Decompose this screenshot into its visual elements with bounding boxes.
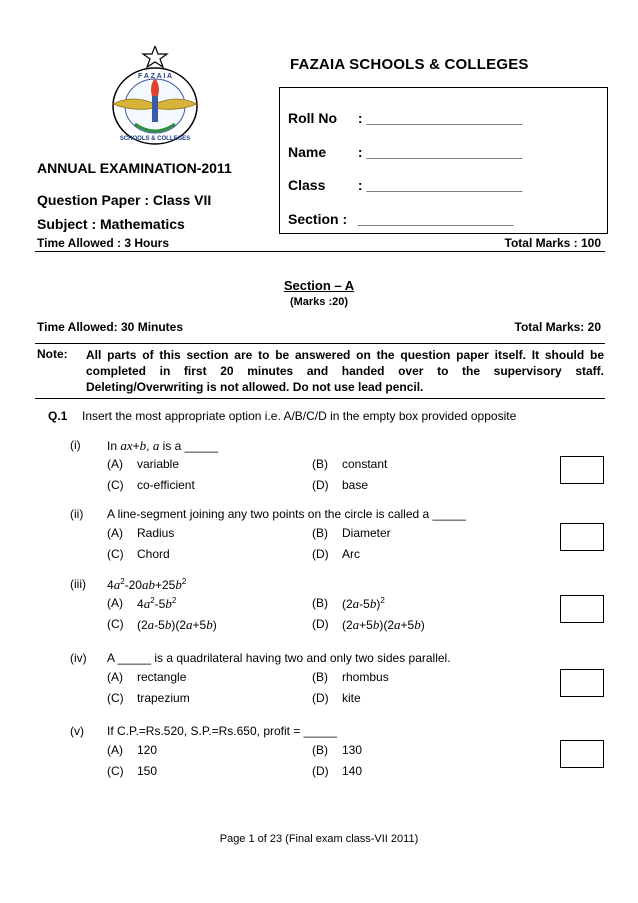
- page-footer: Page 1 of 23 (Final exam class-VII 2011): [219, 833, 419, 845]
- option-letter-a: (A): [107, 743, 123, 757]
- part-text: In ax+b, a is a _____: [107, 438, 219, 453]
- header-divider: [35, 251, 605, 252]
- note-text: All parts of this section are to be answered on the question paper itself. It should be completed in first 20 minutes and handed over to the supervisory staff. Deleting/Overwriting is not allowed. Do not use lead pencil.: [86, 348, 604, 394]
- option-letter-c: (C): [107, 617, 124, 631]
- part-number: (iii): [70, 577, 86, 591]
- answer-box[interactable]: [560, 523, 604, 551]
- option-letter-c: (C): [107, 691, 124, 705]
- option-letter-a: (A): [107, 670, 123, 684]
- option-b[interactable]: $(2a-5b)^2$: [342, 596, 385, 611]
- part-text: If C.P.=Rs.520, S.P.=Rs.650, profit = _____: [107, 724, 338, 738]
- option-b[interactable]: 130: [342, 743, 363, 757]
- answer-box[interactable]: [560, 740, 604, 768]
- subject-line: Subject : Mathematics: [37, 216, 185, 232]
- school-logo: [105, 46, 205, 150]
- option-c[interactable]: Chord: [137, 547, 170, 561]
- option-c[interactable]: (2a-5b)(2a+5b): [137, 617, 217, 632]
- option-a[interactable]: 120: [137, 743, 158, 757]
- note-box: [35, 343, 605, 399]
- logo-text-bottom: SCHOOLS & COLLEGES: [119, 136, 191, 142]
- option-letter-a: (A): [107, 596, 123, 610]
- option-d[interactable]: kite: [342, 691, 361, 705]
- section-time: Time Allowed: 30 Minutes: [37, 320, 184, 334]
- option-a[interactable]: $4a^2-5b^2$: [137, 596, 177, 611]
- logo-text-top: F A Z A I A: [137, 73, 173, 80]
- name-row[interactable]: Name : ____________________: [288, 144, 523, 160]
- answer-box[interactable]: [560, 669, 604, 697]
- option-d[interactable]: base: [342, 478, 369, 492]
- time-allowed: Time Allowed : 3 Hours: [37, 236, 170, 250]
- part-number: (i): [70, 438, 81, 452]
- part-text: $4a^2-20ab+25b^2$: [107, 577, 187, 592]
- question-text: Insert the most appropriate option i.e. A/B/C/D in the empty box provided opposite: [82, 409, 517, 423]
- option-letter-d: (D): [312, 617, 329, 631]
- option-b[interactable]: Diameter: [342, 526, 391, 540]
- exam-title: ANNUAL EXAMINATION-2011: [37, 160, 232, 176]
- class-row[interactable]: Class : ____________________: [288, 177, 523, 193]
- option-d[interactable]: (2a+5b)(2a+5b): [342, 617, 425, 632]
- option-letter-d: (D): [312, 478, 329, 492]
- option-letter-c: (C): [107, 764, 124, 778]
- part-number: (ii): [70, 507, 84, 521]
- option-b[interactable]: rhombus: [342, 670, 389, 684]
- option-a[interactable]: Radius: [137, 526, 175, 540]
- answer-box[interactable]: [560, 456, 604, 484]
- option-letter-b: (B): [312, 596, 328, 610]
- total-marks: Total Marks : 100: [504, 236, 601, 250]
- part-number: (iv): [70, 651, 87, 665]
- option-letter-c: (C): [107, 547, 124, 561]
- section-marks: (Marks :20): [289, 296, 349, 308]
- roll-no-row[interactable]: Roll No : ____________________: [288, 110, 523, 126]
- option-a[interactable]: variable: [137, 457, 180, 471]
- option-letter-a: (A): [107, 457, 123, 471]
- option-letter-b: (B): [312, 670, 328, 684]
- option-letter-a: (A): [107, 526, 123, 540]
- logo-torch: [152, 96, 158, 122]
- student-info-box: [279, 87, 608, 234]
- option-c[interactable]: co-efficient: [137, 478, 195, 492]
- question-number: Q.1: [48, 409, 68, 423]
- option-b[interactable]: constant: [342, 457, 388, 471]
- part-number: (v): [70, 724, 84, 738]
- option-letter-d: (D): [312, 691, 329, 705]
- class-line: Question Paper : Class VII: [37, 192, 212, 208]
- answer-box[interactable]: [560, 595, 604, 623]
- option-letter-b: (B): [312, 743, 328, 757]
- school-name: FAZAIA SCHOOLS & COLLEGES: [290, 56, 529, 73]
- part-text: A line-segment joining any two points on the circle is called a _____: [107, 507, 466, 521]
- section-total: Total Marks: 20: [514, 320, 601, 334]
- section-title: Section – A: [283, 278, 355, 293]
- option-d[interactable]: Arc: [342, 547, 360, 561]
- option-letter-d: (D): [312, 764, 329, 778]
- option-d[interactable]: 140: [342, 764, 363, 778]
- option-letter-b: (B): [312, 526, 328, 540]
- option-letter-b: (B): [312, 457, 328, 471]
- option-letter-d: (D): [312, 547, 329, 561]
- logo-star: [143, 46, 167, 67]
- option-c[interactable]: trapezium: [137, 691, 190, 705]
- option-c[interactable]: 150: [137, 764, 158, 778]
- note-label: Note:: [37, 347, 68, 361]
- part-text: A _____ is a quadrilateral having two and only two sides parallel.: [107, 651, 451, 665]
- section-row[interactable]: Section : ____________________: [288, 211, 514, 227]
- option-a[interactable]: rectangle: [137, 670, 187, 684]
- option-letter-c: (C): [107, 478, 124, 492]
